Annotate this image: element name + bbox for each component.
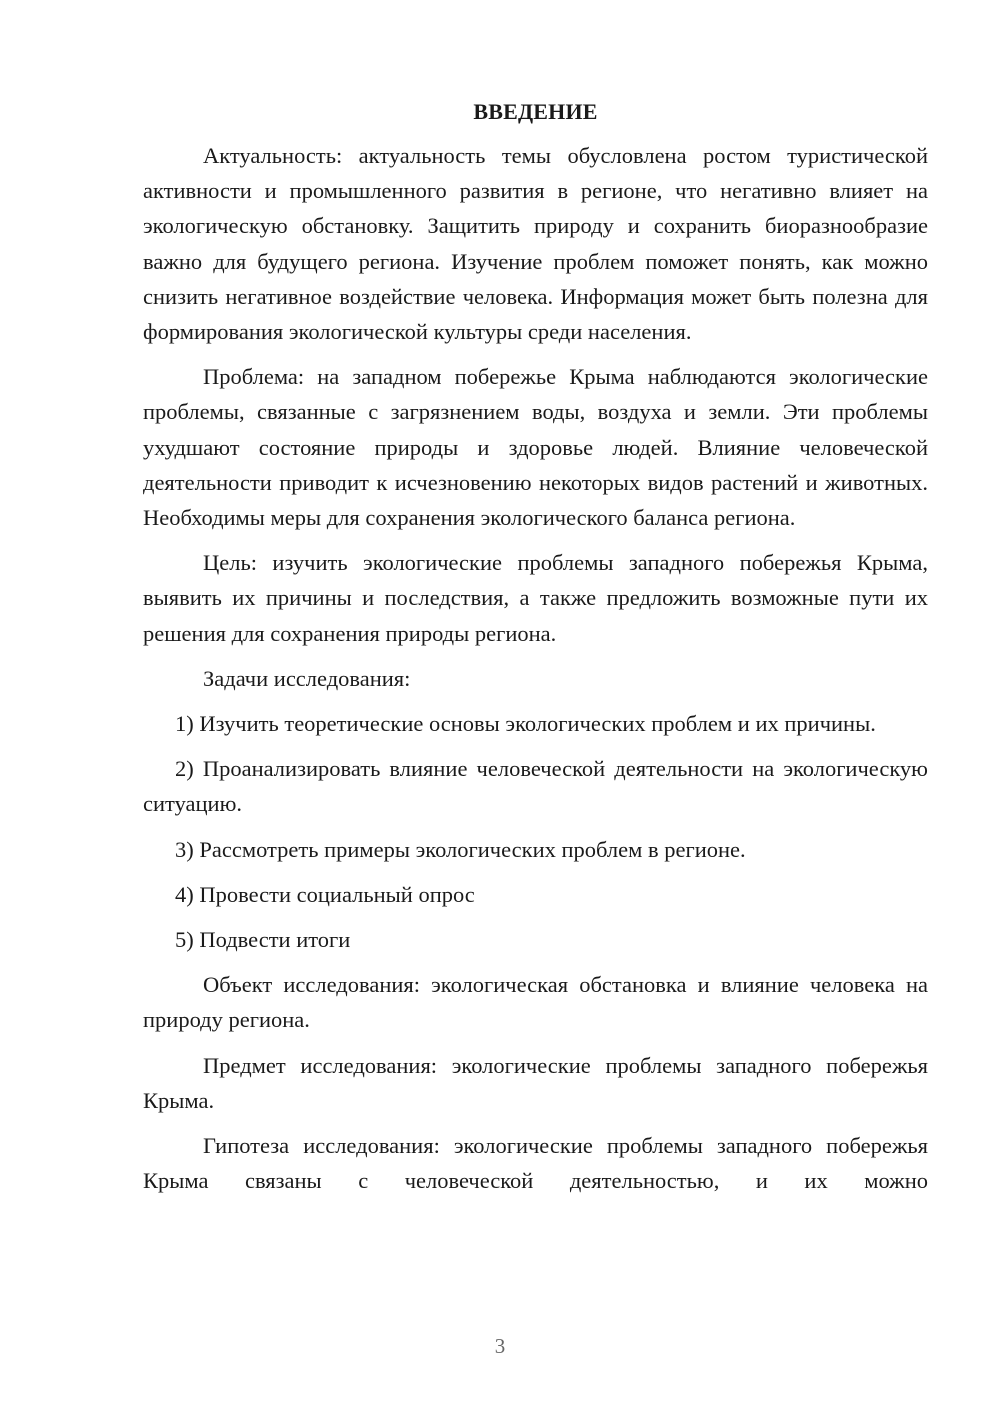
- page-content: [143, 94, 928, 1198]
- task-item: 5) Подвести итоги: [175, 927, 351, 953]
- relevance-paragraph: Актуальность: актуальность темы обусловлена ростом туристической активности и промышленного развития в регионе, что негативно влияет на экологическую обстановку. Защитить природу и сохранить биоразнообразие важно для будущего региона. Изучение проблем поможет понять, как можно снизить негативное воздействие человека. Информация может быть полезна для формирования экологической культуры среди населения.: [143, 143, 928, 345]
- tasks-title: Задачи исследования:: [203, 665, 411, 691]
- section-heading: ВВЕДЕНИЕ: [473, 99, 598, 124]
- subject-paragraph: Предмет исследования: экологические проблемы западного побережья Крыма.: [143, 1052, 928, 1113]
- goal-paragraph: Цель: изучить экологические проблемы западного побережья Крыма, выявить их причины и последствия, а также предложить возможные пути их решения для сохранения природы региона.: [143, 550, 928, 646]
- hypothesis-paragraph: Гипотеза исследования: экологические проблемы западного побережья Крыма связаны с человеческой деятельностью, и их можно: [143, 1133, 928, 1194]
- object-paragraph: Объект исследования: экологическая обстановка и влияние человека на природу региона.: [143, 972, 928, 1033]
- page-number: 3: [494, 1334, 506, 1358]
- problem-paragraph: Проблема: на западном побережье Крыма наблюдаются экологические проблемы, связанные с загрязнением воды, воздуха и земли. Эти проблемы ухудшают состояние природы и здоровье людей. Влияние человеческой деятельности приводит к исчезновению некоторых видов растений и животных. Необходимы меры для сохранения экологического баланса региона.: [143, 364, 928, 531]
- task-item: 2) Проанализировать влияние человеческой деятельности на экологическую ситуацию.: [143, 756, 928, 817]
- task-item: 1) Изучить теоретические основы экологических проблем и их причины.: [175, 711, 876, 737]
- task-item: 3) Рассмотреть примеры экологических проблем в регионе.: [175, 836, 746, 862]
- task-item: 4) Провести социальный опрос: [175, 881, 475, 907]
